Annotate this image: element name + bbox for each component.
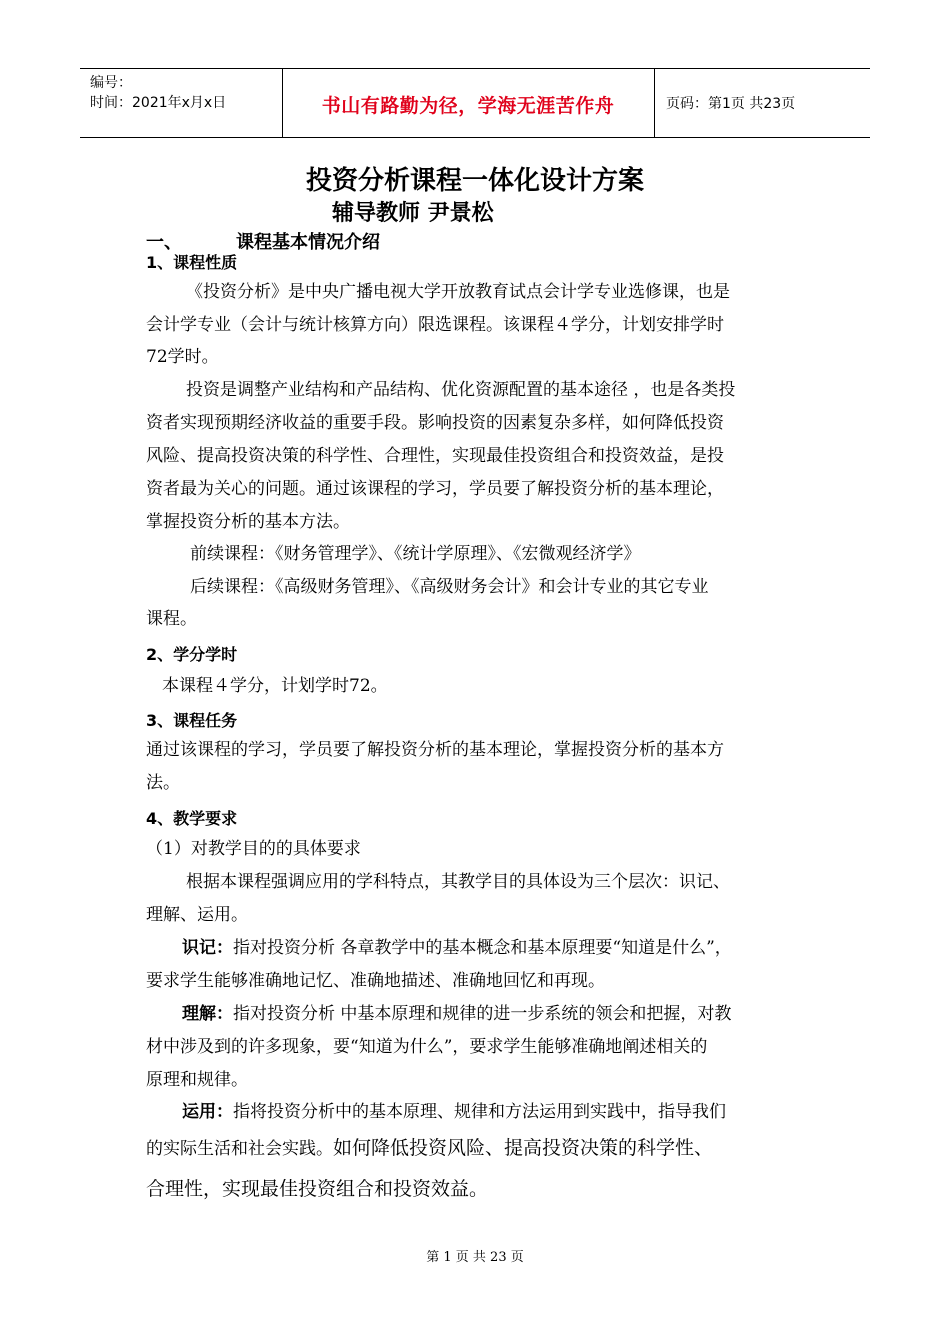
understand-text: 指对投资分析 中基本原理和规律的进一步系统的领会和把握，对教 (233, 1004, 732, 1024)
paragraph-line: 法。 (146, 773, 180, 793)
paragraph-line: 掌握投资分析的基本方法。 (146, 512, 350, 532)
apply-label: 运用： (182, 1102, 233, 1122)
followup-courses: 后续课程：《高级财务管理》、《高级财务会计》和会计专业的其它专业 (190, 577, 709, 597)
paragraph-line: 会计学专业（会计与统计核算方向）限选课程。该课程４学分，计划安排学时 (146, 315, 724, 335)
paragraph-line: 理解、运用。 (146, 905, 248, 925)
apply-line (182, 1102, 726, 1122)
paragraph-line: 资者实现预期经济收益的重要手段。影响投资的因素复杂多样，如何降低投资 (146, 413, 724, 433)
time-label: 时间：2021年x月x日 (90, 95, 227, 111)
paragraph-line: 要求学生能够准确地记忆、准确地描述、准确地回忆和再现。 (146, 971, 605, 991)
header-divider (654, 69, 655, 137)
heading-requirements: 4、教学要求 (146, 809, 238, 828)
page-footer: 第 1 页 共 23 页 (426, 1250, 524, 1265)
number-label: 编号： (90, 75, 132, 91)
apply-emphasis: 如何降低投资风险、提高投资决策的科学性、 (333, 1137, 714, 1159)
prerequisite-courses: 前续课程：《财务管理学》、《统计学原理》、《宏微观经济学》 (190, 544, 641, 564)
paragraph-line: 资者最为关心的问题。通过该课程的学习，学员要了解投资分析的基本理论， (146, 479, 724, 499)
paragraph-line: 课程。 (146, 609, 197, 629)
paragraph-line: 风险、提高投资决策的科学性、合理性，实现最佳投资组合和投资效益，是投 (146, 446, 724, 466)
document-header (80, 68, 870, 138)
subheading: （1）对教学目的的具体要求 (146, 839, 361, 859)
paragraph-line: 72学时。 (146, 347, 219, 367)
recall-label: 识记： (182, 938, 233, 958)
heading-credits: 2、学分学时 (146, 645, 238, 664)
section-number: 一、 (146, 232, 182, 253)
header-page-info: 页码：第1页 共23页 (666, 96, 796, 112)
paragraph-line: 《投资分析》是中央广播电视大学开放教育试点会计学专业选修课，也是 (186, 282, 730, 302)
heading-course-nature: 1、课程性质 (146, 253, 238, 272)
document-title: 投资分析课程一体化设计方案 (305, 166, 644, 196)
credits-text: 本课程４学分，计划学时72。 (162, 676, 388, 696)
apply-line-3: 合理性，实现最佳投资组合和投资效益。 (146, 1178, 489, 1200)
header-motto: 书山有路勤为径，学海无涯苦作舟 (321, 95, 615, 117)
paragraph-line: 根据本课程强调应用的学科特点，其教学目的具体设为三个层次：识记、 (186, 872, 730, 892)
paragraph-line: 材中涉及到的许多现象，要“知道为什么”，要求学生能够准确地阐述相关的 (146, 1037, 708, 1057)
teacher-line: 辅导教师 尹景松 (332, 201, 494, 226)
understand-label: 理解： (182, 1004, 233, 1024)
understand-line (182, 1004, 731, 1024)
recall-line (182, 938, 732, 958)
paragraph-line: 投资是调整产业结构和产品结构、优化资源配置的基本途径 ，也是各类投 (186, 380, 736, 400)
recall-text: 指对投资分析 各章教学中的基本概念和基本原理要“知道是什么”， (233, 938, 732, 958)
paragraph-line: 通过该课程的学习，学员要了解投资分析的基本理论，掌握投资分析的基本方 (146, 740, 724, 760)
paragraph-line: 原理和规律。 (146, 1070, 248, 1090)
section-title: 课程基本情况介绍 (236, 232, 380, 253)
header-meta (90, 73, 226, 113)
apply-text: 指将投资分析中的基本原理、规律和方法运用到实践中，指导我们 (233, 1102, 726, 1122)
apply-text: 的实际生活和社会实践。 (146, 1139, 333, 1159)
apply-line-2 (146, 1138, 713, 1159)
heading-tasks: 3、课程任务 (146, 711, 238, 730)
